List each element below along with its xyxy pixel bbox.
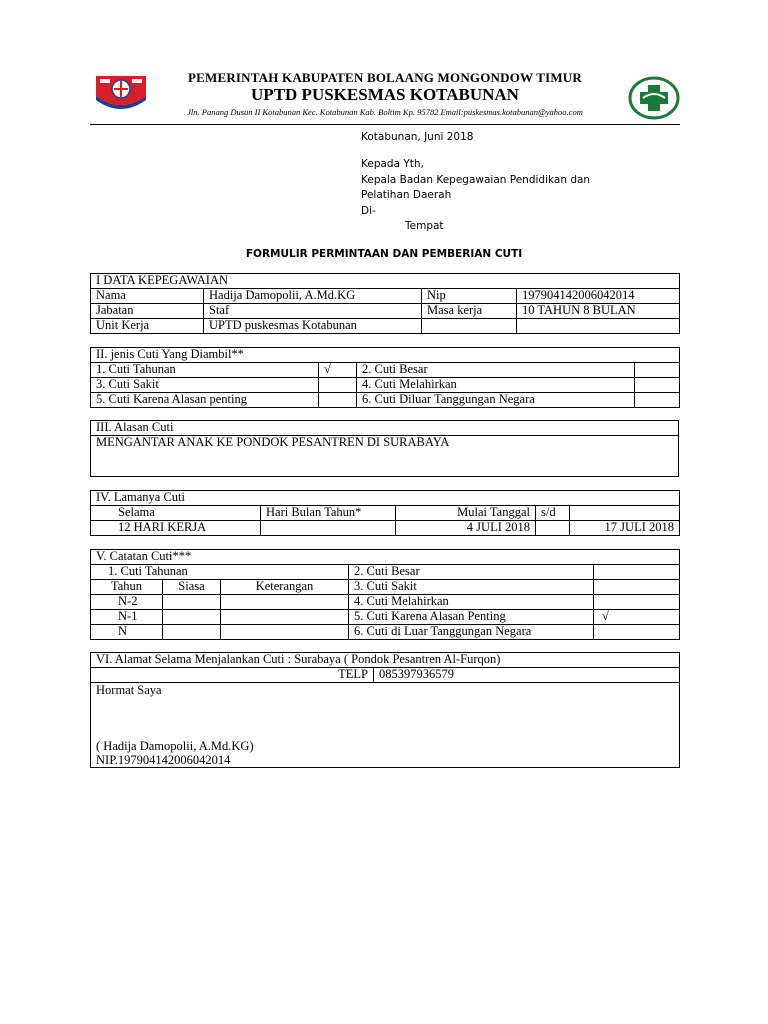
section6-header: VI. Alamat Selama Menjalankan Cuti : Surabaya ( Pondok Pesantren Al-Furqon) xyxy=(91,653,680,668)
jabatan-label: Jabatan xyxy=(91,304,204,319)
notes-item-5-check: √ xyxy=(594,610,680,625)
letterhead-institution: UPTD PUSKESMAS KOTABUNAN xyxy=(251,85,519,104)
signer-name: ( Hadija Damopolii, A.Md.KG) xyxy=(96,739,254,753)
duration-unit-label: Hari Bulan Tahun* xyxy=(261,506,396,521)
addressee-block xyxy=(361,157,590,235)
leave-type-1: 1. Cuti Tahunan xyxy=(91,363,319,378)
notes-item-2: 2. Cuti Besar xyxy=(349,565,594,580)
leave-type-1-check: √ xyxy=(319,363,357,378)
regency-emblem-icon xyxy=(92,74,150,112)
row-n1: N-1 xyxy=(91,610,163,625)
section-leave-reason xyxy=(90,420,679,477)
section1-header: I DATA KEPEGAWAIAN xyxy=(91,274,680,289)
masa-kerja-label: Masa kerja xyxy=(422,304,517,319)
row-n2: N-2 xyxy=(91,595,163,610)
telp-value: 085397936579 xyxy=(374,668,680,683)
addressee-di: Di- xyxy=(361,204,376,217)
unit-kerja-value: UPTD puskesmas Kotabunan xyxy=(204,319,422,334)
selama-value: 12 HARI KERJA xyxy=(91,521,261,536)
mulai-label: Mulai Tanggal xyxy=(396,506,536,521)
signature-block xyxy=(91,683,680,768)
sampai-value: 17 JULI 2018 xyxy=(570,521,680,536)
leave-type-3: 3. Cuti Sakit xyxy=(91,378,319,393)
addressee-greeting: Kepada Yth, xyxy=(361,158,424,170)
telp-label: TELP xyxy=(91,668,374,683)
place-date: Kotabunan, Juni 2018 xyxy=(361,131,474,143)
addressee-line-1: Kepala Badan Kepegawaian Pendidikan dan xyxy=(361,173,591,186)
letterhead-divider xyxy=(90,124,680,125)
leave-reason: MENGANTAR ANAK KE PONDOK PESANTREN DI SURABAYA xyxy=(91,436,679,477)
letter-block xyxy=(361,130,473,146)
section3-header: III. Alasan Cuti xyxy=(91,421,679,436)
addressee-tempat: Tempat xyxy=(405,220,444,232)
section4-header: IV. Lamanya Cuti xyxy=(91,491,680,506)
leave-type-5: 5. Cuti Karena Alasan penting xyxy=(91,393,319,408)
leave-type-4: 4. Cuti Melahirkan xyxy=(357,378,635,393)
nama-value: Hadija Damopolii, A.Md.KG xyxy=(204,289,422,304)
col-tahun: Tahun xyxy=(91,580,163,595)
selama-label: Selama xyxy=(91,506,261,521)
section-leave-type xyxy=(90,347,680,408)
unit-kerja-label: Unit Kerja xyxy=(91,319,204,334)
masa-kerja-value: 10 TAHUN 8 BULAN xyxy=(517,304,680,319)
col-keterangan: Keterangan xyxy=(221,580,349,595)
sd-label: s/d xyxy=(536,506,570,521)
notes-item-3: 3. Cuti Sakit xyxy=(349,580,594,595)
col-sisa: Siasa xyxy=(163,580,221,595)
signer-nip: NIP.197904142006042014 xyxy=(96,753,231,767)
mulai-value: 4 JULI 2018 xyxy=(396,521,536,536)
closing-text: Hormat Saya xyxy=(96,683,162,697)
row-n: N xyxy=(91,625,163,640)
section5-header: V. Catatan Cuti*** xyxy=(91,550,680,565)
addressee-line-2: Pelatihan Daerah xyxy=(361,189,452,201)
leave-type-2: 2. Cuti Besar xyxy=(357,363,635,378)
nip-value: 197904142006042014 xyxy=(517,289,680,304)
letterhead-address: Jln. Panang Dusun II Kotabunan Kec. Kotabunan Kab. Boltim Kp. 95782 Email:puskesmas.kotabunan@yahoo.com xyxy=(187,107,583,117)
section-leave-duration xyxy=(90,490,680,536)
nip-label: Nip xyxy=(422,289,517,304)
section-employee-data xyxy=(90,273,680,334)
notes-item-5: 5. Cuti Karena Alasan Penting xyxy=(349,610,594,625)
form-title: FORMULIR PERMINTAAN DAN PEMBERIAN CUTI xyxy=(245,248,523,260)
letterhead-government: PEMERINTAH KABUPATEN BOLAANG MONGONDOW TIMUR xyxy=(187,70,582,85)
notes-item-6: 6. Cuti di Luar Tanggungan Negara xyxy=(349,625,594,640)
leave-type-6: 6. Cuti Diluar Tanggungan Negara xyxy=(357,393,635,408)
jabatan-value: Staf xyxy=(204,304,422,319)
nama-label: Nama xyxy=(91,289,204,304)
section2-header: II. jenis Cuti Yang Diambil** xyxy=(91,348,680,363)
puskesmas-cross-icon xyxy=(628,76,680,120)
section-leave-address xyxy=(90,652,680,768)
section-leave-notes xyxy=(90,549,680,640)
letterhead xyxy=(90,70,680,124)
notes-item-4: 4. Cuti Melahirkan xyxy=(349,595,594,610)
annual-leave-title: 1. Cuti Tahunan xyxy=(91,565,349,580)
